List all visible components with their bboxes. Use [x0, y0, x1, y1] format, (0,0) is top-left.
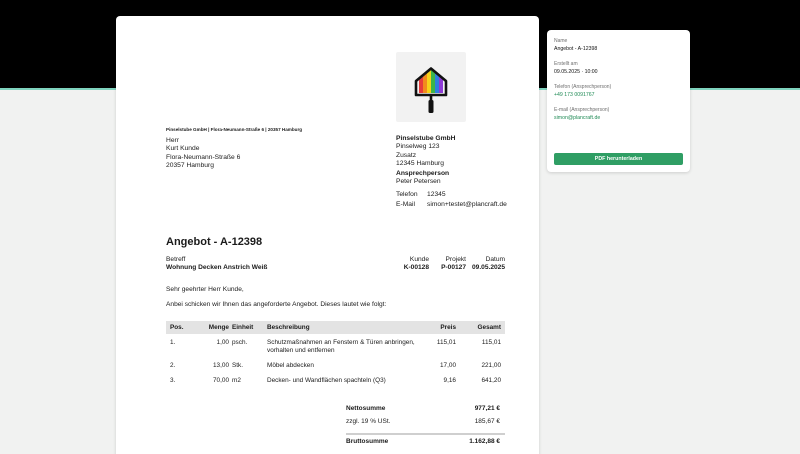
- row-total: 221,00: [481, 362, 501, 369]
- row-description: Decken- und Wandflächen spachteln (Q3): [267, 377, 386, 384]
- recipient-city: 20357 Hamburg: [166, 161, 214, 169]
- sender-address-line: Pinselstube GmbH | Flora-Neumann-Straße 6 | 20357 Hamburg: [166, 127, 303, 132]
- net-total-value: 977,21 €: [474, 405, 500, 412]
- recipient-street: Flora-Neumann-Straße 6: [166, 153, 241, 161]
- subject-value: Wohnung Decken Anstrich Weiß: [166, 264, 268, 272]
- project-number: [432, 256, 466, 273]
- net-total-label: Nettosumme: [346, 405, 386, 412]
- document-date: [466, 256, 505, 273]
- phone-value: 12345: [427, 191, 446, 198]
- company-addition: Zusatz: [396, 151, 417, 159]
- row-pos: 2.: [170, 362, 176, 369]
- recipient-salutation: Herr: [166, 137, 180, 144]
- totals-divider: [346, 433, 505, 435]
- project-value: P-00127: [441, 264, 466, 272]
- row-total: 641,20: [481, 377, 501, 384]
- date-value: 09.05.2025: [471, 264, 505, 272]
- row-pos: 1.: [170, 339, 176, 346]
- phone-label: Telefon: [396, 191, 418, 198]
- paint-roller-house-icon: [396, 52, 466, 122]
- recipient-address: [166, 137, 240, 170]
- col-pos: Pos.: [170, 324, 184, 331]
- col-price: Preis: [440, 324, 456, 331]
- company-name: Pinselstube GmbH: [396, 135, 456, 142]
- company-address: [396, 135, 455, 168]
- offer-document: [116, 16, 539, 454]
- panel-created-label: Erstellt am: [554, 61, 578, 67]
- company-city: 12345 Hamburg: [396, 159, 444, 167]
- customer-number: [396, 256, 429, 273]
- panel-phone-label: Telefon (Ansprechperson): [554, 84, 612, 90]
- row-quantity: 1,00: [216, 339, 229, 346]
- row-price: 115,01: [436, 339, 456, 346]
- gross-total-value: 1.162,88 €: [469, 438, 500, 445]
- panel-name-value: Angebot - A-12398: [554, 46, 598, 52]
- gross-total-label: Bruttosumme: [346, 438, 389, 445]
- row-description: Möbel abdecken: [267, 362, 314, 369]
- date-label: Datum: [485, 256, 505, 263]
- subject-label: Betreff: [166, 256, 186, 263]
- subject: [166, 256, 267, 273]
- row-quantity: 70,00: [213, 377, 229, 384]
- panel-phone-link[interactable]: +49 173 0091767: [554, 92, 595, 98]
- row-pos: 3.: [170, 377, 176, 384]
- vat-label: zzgl. 19 % USt.: [346, 418, 391, 425]
- row-total: 115,01: [481, 339, 501, 346]
- document-info-panel: [547, 30, 690, 172]
- table-header: [166, 321, 505, 334]
- row-unit: Stk.: [232, 362, 244, 369]
- panel-email-label: E-mail (Ansprechperson): [554, 107, 610, 113]
- row-unit: psch.: [232, 339, 248, 346]
- email-value: simon+testet@plancraft.de: [427, 200, 507, 208]
- email-label: E-Mail: [396, 200, 415, 208]
- row-unit: m2: [232, 377, 241, 384]
- panel-name-label: Name: [554, 38, 568, 44]
- col-description: Beschreibung: [267, 324, 310, 331]
- intro-text: Anbei schicken wir Ihnen das angeforderte Angebot. Dieses lautet wie folgt:: [166, 301, 387, 308]
- project-label: Projekt: [445, 256, 466, 263]
- panel-created-value: 09.05.2025 · 10:00: [554, 69, 598, 75]
- document-title: Angebot - A-12398: [166, 236, 263, 248]
- row-quantity: 13,00: [213, 362, 229, 369]
- row-price: 17,00: [440, 362, 456, 369]
- col-quantity: Menge: [208, 324, 229, 331]
- company-street: Pinselweg 123: [396, 143, 440, 151]
- greeting: Sehr geehrter Herr Kunde,: [166, 286, 244, 293]
- contact-label: Ansprechperson: [396, 170, 450, 177]
- col-total: Gesamt: [477, 324, 501, 331]
- row-description: Schutzmaßnahmen an Fenstern & Türen anbringen,: [267, 339, 415, 346]
- contact-name: Peter Petersen: [396, 178, 441, 186]
- download-pdf-button[interactable]: PDF herunterladen: [554, 153, 683, 165]
- vat-value: 185,67 €: [474, 418, 500, 425]
- row-price: 9,16: [443, 377, 456, 384]
- panel-email-link[interactable]: simon@plancraft.de: [554, 115, 601, 121]
- contact-details: [396, 190, 507, 209]
- recipient-name: Kurt Kunde: [166, 145, 200, 153]
- company-logo: [396, 52, 466, 122]
- row-description-cont: vorhalten und entfernen: [267, 347, 335, 354]
- contact-person: [396, 170, 449, 187]
- customer-label: Kunde: [409, 256, 429, 263]
- col-unit: Einheit: [232, 324, 254, 331]
- customer-value: K-00128: [403, 264, 429, 272]
